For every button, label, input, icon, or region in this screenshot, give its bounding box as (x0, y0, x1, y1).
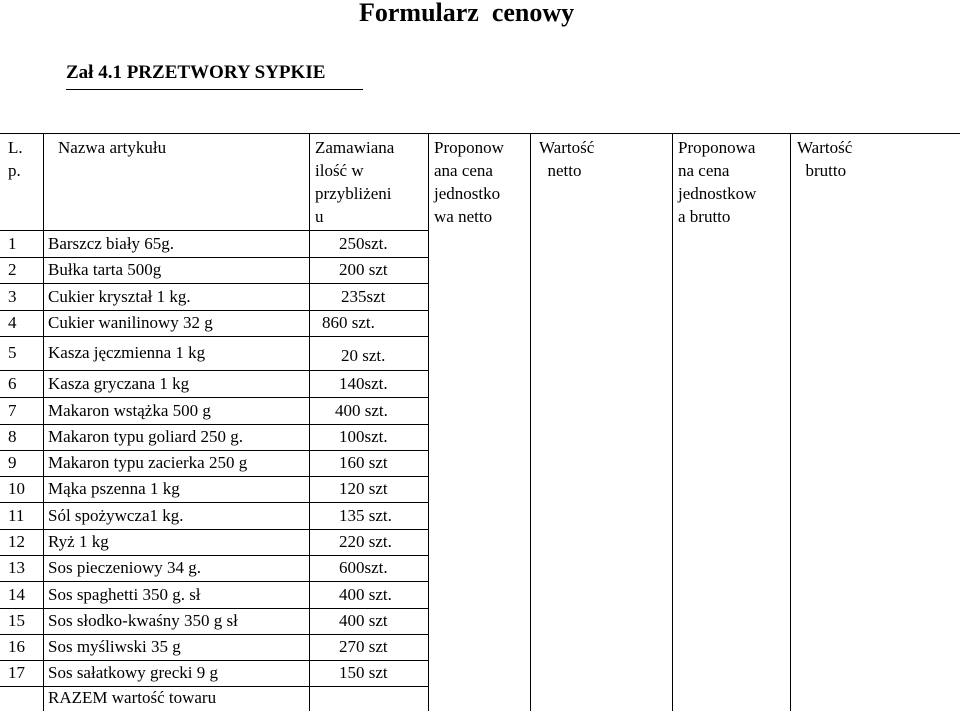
row-qty: 135 szt. (339, 506, 392, 525)
row-lp: 11 (8, 506, 25, 525)
header-unit-gross: Proponowa na cena jednostkow a brutto (678, 138, 757, 226)
row-lp: 6 (8, 374, 17, 393)
row-qty: 220 szt. (339, 532, 392, 551)
row-divider (0, 529, 428, 530)
row-divider (0, 581, 428, 582)
row-divider (0, 336, 428, 337)
row-name: Cukier kryształ 1 kg. (48, 287, 191, 306)
row-qty: 120 szt (339, 479, 388, 498)
row-qty: 400 szt. (339, 585, 392, 604)
column-divider (790, 133, 791, 711)
row-name: Mąka pszenna 1 kg (48, 479, 180, 498)
row-divider (0, 555, 428, 556)
row-qty: 20 szt. (341, 346, 386, 365)
row-divider (0, 502, 428, 503)
row-qty: 400 szt. (335, 401, 388, 420)
row-lp: 16 (8, 637, 25, 656)
row-name: Sól spożywcza1 kg. (48, 506, 184, 525)
row-name: Sos sałatkowy grecki 9 g (48, 663, 218, 682)
column-divider (43, 133, 44, 711)
row-qty: 600szt. (339, 558, 388, 577)
row-lp: 4 (8, 313, 17, 332)
row-name: Makaron wstążka 500 g (48, 401, 211, 420)
row-qty: 250szt. (339, 234, 388, 253)
row-divider (0, 397, 428, 398)
row-qty: 160 szt (339, 453, 388, 472)
page-title: Formularz cenowy (359, 0, 575, 27)
row-name: Bułka tarta 500g (48, 260, 162, 279)
row-qty: 400 szt (339, 611, 388, 630)
row-name: Ryż 1 kg (48, 532, 109, 551)
row-lp: 7 (8, 401, 17, 420)
row-divider (0, 133, 428, 134)
subtitle-underline (66, 89, 363, 90)
row-divider (0, 660, 428, 661)
row-divider (0, 450, 428, 451)
header-value-net: Wartość netto (539, 138, 595, 180)
row-qty: 235szt (341, 287, 386, 306)
header-lp: L. p. (8, 138, 23, 180)
header-unit-net: Proponow ana cena jednostko wa netto (434, 138, 504, 226)
row-name: Sos myśliwski 35 g (48, 637, 181, 656)
header-top-border (428, 133, 960, 134)
row-lp: 17 (8, 663, 25, 682)
column-divider (428, 133, 429, 711)
row-lp: 3 (8, 287, 17, 306)
row-divider (0, 424, 428, 425)
header-qty: Zamawiana ilość w przybliżeni u (315, 138, 395, 226)
row-lp: 1 (8, 234, 17, 253)
row-divider (0, 310, 428, 311)
row-qty: 140szt. (339, 374, 388, 393)
row-name: Kasza gryczana 1 kg (48, 374, 190, 393)
row-divider (0, 370, 428, 371)
row-name: Kasza jęczmienna 1 kg (48, 343, 206, 362)
row-name: Sos pieczeniowy 34 g. (48, 558, 201, 577)
row-name: Sos słodko-kwaśny 350 g sł (48, 611, 238, 630)
row-divider (0, 230, 428, 231)
row-divider (0, 608, 428, 609)
header-value-gross: Wartość brutto (797, 138, 853, 180)
row-divider (0, 634, 428, 635)
row-lp: 2 (8, 260, 17, 279)
row-lp: 13 (8, 558, 25, 577)
section-subtitle: Zał 4.1 PRZETWORY SYPKIE (66, 62, 326, 83)
row-divider (0, 476, 428, 477)
row-divider (0, 283, 428, 284)
row-lp: 9 (8, 453, 17, 472)
row-qty: 200 szt (339, 260, 388, 279)
row-qty: 100szt. (339, 427, 388, 446)
row-qty: 860 szt. (322, 313, 375, 332)
row-qty: 150 szt (339, 663, 388, 682)
row-lp: 12 (8, 532, 25, 551)
column-divider (672, 133, 673, 711)
header-name: Nazwa artykułu (58, 138, 167, 157)
row-name: Barszcz biały 65g. (48, 234, 175, 253)
row-name: Makaron typu goliard 250 g. (48, 427, 243, 446)
row-name: Sos spaghetti 350 g. sł (48, 585, 201, 604)
row-name: Cukier wanilinowy 32 g (48, 313, 213, 332)
row-lp: 5 (8, 343, 17, 362)
column-divider (309, 133, 310, 711)
row-lp: 15 (8, 611, 25, 630)
row-lp: 14 (8, 585, 25, 604)
row-lp: 8 (8, 427, 17, 446)
row-lp: 10 (8, 479, 25, 498)
row-name: Makaron typu zacierka 250 g (48, 453, 248, 472)
row-qty: 270 szt (339, 637, 388, 656)
row-divider (0, 257, 428, 258)
column-divider (530, 133, 531, 711)
total-label: RAZEM wartość towaru (48, 688, 217, 707)
